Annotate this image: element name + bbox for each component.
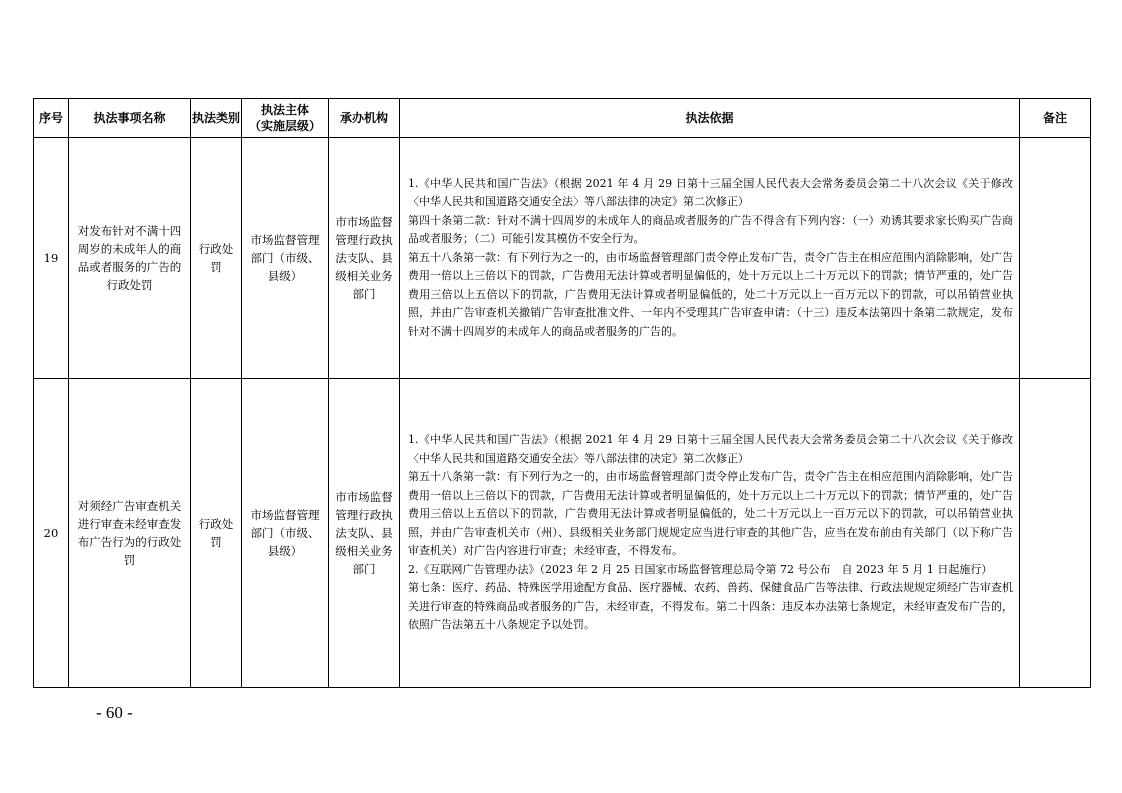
row-subject-text: 市场监督管理部门（市级、县级） bbox=[250, 508, 320, 558]
row-seq: 20 bbox=[34, 379, 69, 688]
row-subject-text: 市场监督管理部门（市级、县级） bbox=[250, 233, 320, 283]
row-agency bbox=[329, 138, 400, 379]
header-name: 执法事项名称 bbox=[69, 99, 191, 138]
table-row bbox=[34, 379, 1091, 688]
row-basis-body bbox=[400, 431, 1019, 635]
header-subject-line2: （实施层级） bbox=[248, 119, 321, 133]
header-category: 执法类别 bbox=[191, 99, 242, 138]
table-header-row bbox=[34, 99, 1091, 138]
row-name bbox=[69, 138, 191, 379]
row-remark bbox=[1020, 138, 1091, 379]
row-seq: 19 bbox=[34, 138, 69, 379]
table-row bbox=[34, 138, 1091, 379]
header-subject-line1: 执法主体 bbox=[260, 103, 309, 117]
row-subject bbox=[242, 379, 329, 688]
row-category bbox=[191, 379, 242, 688]
basis-paragraph: 1.《中华人民共和国广告法》（根据 2021 年 4 月 29 日第十三届全国人民代表大会常务委员会第二十八次会议《关于修改〈中华人民共和国道路交通安全法〉等八部法律的决定》第二次修正） bbox=[408, 176, 1013, 209]
row-basis bbox=[400, 138, 1020, 379]
header-subject bbox=[242, 99, 329, 138]
row-name-text: 对须经广告审查机关进行审查未经审查发布广告行为的行政处罚 bbox=[77, 499, 182, 567]
header-seq: 序号 bbox=[34, 99, 69, 138]
row-subject bbox=[242, 138, 329, 379]
header-agency: 承办机构 bbox=[329, 99, 400, 138]
basis-paragraph: 第五十八条第一款：有下列行为之一的，由市场监督管理部门责令停止发布广告，责令广告主在相应范围内消除影响，处广告费用一倍以上三倍以下的罚款，广告费用无法计算或者明显偏低的，处十万元以上二十万元以下的罚款；情节严重的，处广告费用三倍以上五倍以下的罚款，广告费用无法计算或者明显偏低的，处二十万元以上一百万元以下的罚款，可以吊销营业执照，并由广告审查机关市（州）、县级相关业务部门规规定应当进行审查的其他广告，应当在发布前由有关部门（以下称广告审查机关）对广告内容进行审查；未经审查，不得发布。 bbox=[408, 470, 1013, 558]
row-category-text: 行政处罚 bbox=[198, 242, 234, 274]
basis-paragraph: 第七条：医疗、药品、特殊医学用途配方食品、医疗器械、农药、兽药、保健食品广告等法律、行政法规规定须经广告审查机关进行审查的特殊商品或者服务的广告，未经审查，不得发布。第二十四条：违反本办法第七条规定，未经审查发布广告的，依照广告法第五十八条规定予以处罚。 bbox=[408, 581, 1013, 632]
row-name bbox=[69, 379, 191, 688]
basis-paragraph: 1.《中华人民共和国广告法》（根据 2021 年 4 月 29 日第十三届全国人民代表大会常务委员会第二十八次会议《关于修改〈中华人民共和国道路交通安全法〉等八部法律的决定》第二次修正） bbox=[408, 433, 1013, 465]
basis-paragraph: 第四十条第二款：针对不满十四周岁的未成年人的商品或者服务的广告不得含有下列内容：（一）劝诱其要求家长购买广告商品或者服务；（二）可能引发其模仿不安全行为。 bbox=[408, 213, 1013, 246]
row-agency bbox=[329, 379, 400, 688]
page-number: - 60 - bbox=[96, 703, 133, 722]
row-name-text: 对发布针对不满十四周岁的未成年人的商品或者服务的广告的行政处罚 bbox=[77, 224, 182, 292]
basis-paragraph: 第五十八条第一款：有下列行为之一的，由市场监督管理部门责令停止发布广告，责令广告主在相应范围内消除影响，处广告费用一倍以上三倍以下的罚款，广告费用无法计算或者明显偏低的，处十万元以上二十万元以下的罚款；情节严重的，处广告费用三倍以上五倍以下的罚款，广告费用无法计算或者明显偏低的，处二十万元以上一百万元以下的罚款，可以吊销营业执照，并由广告审查机关撤销广告审查批准文件、一年内不受理其广告审查申请：（十三）违反本法第四十条第二款规定，发布针对不满十四周岁的未成年人的商品或者服务的广告的。 bbox=[408, 250, 1013, 338]
row-basis bbox=[400, 379, 1020, 688]
row-basis-body bbox=[400, 175, 1019, 342]
basis-paragraph: 2.《互联网广告管理办法》（2023 年 2 月 25 日国家市场监督管理总局令第 72 号公布 自 2023 年 5 月 1 日起施行） bbox=[408, 562, 993, 576]
enforcement-table bbox=[33, 98, 1091, 688]
header-remark: 备注 bbox=[1020, 99, 1091, 138]
row-agency-text: 市市场监督管理行政执法支队、县级相关业务部门 bbox=[335, 215, 393, 301]
row-agency-text: 市市场监督管理行政执法支队、县级相关业务部门 bbox=[335, 490, 393, 576]
row-category bbox=[191, 138, 242, 379]
header-basis: 执法依据 bbox=[400, 99, 1020, 138]
row-remark bbox=[1020, 379, 1091, 688]
row-category-text: 行政处罚 bbox=[198, 517, 234, 549]
